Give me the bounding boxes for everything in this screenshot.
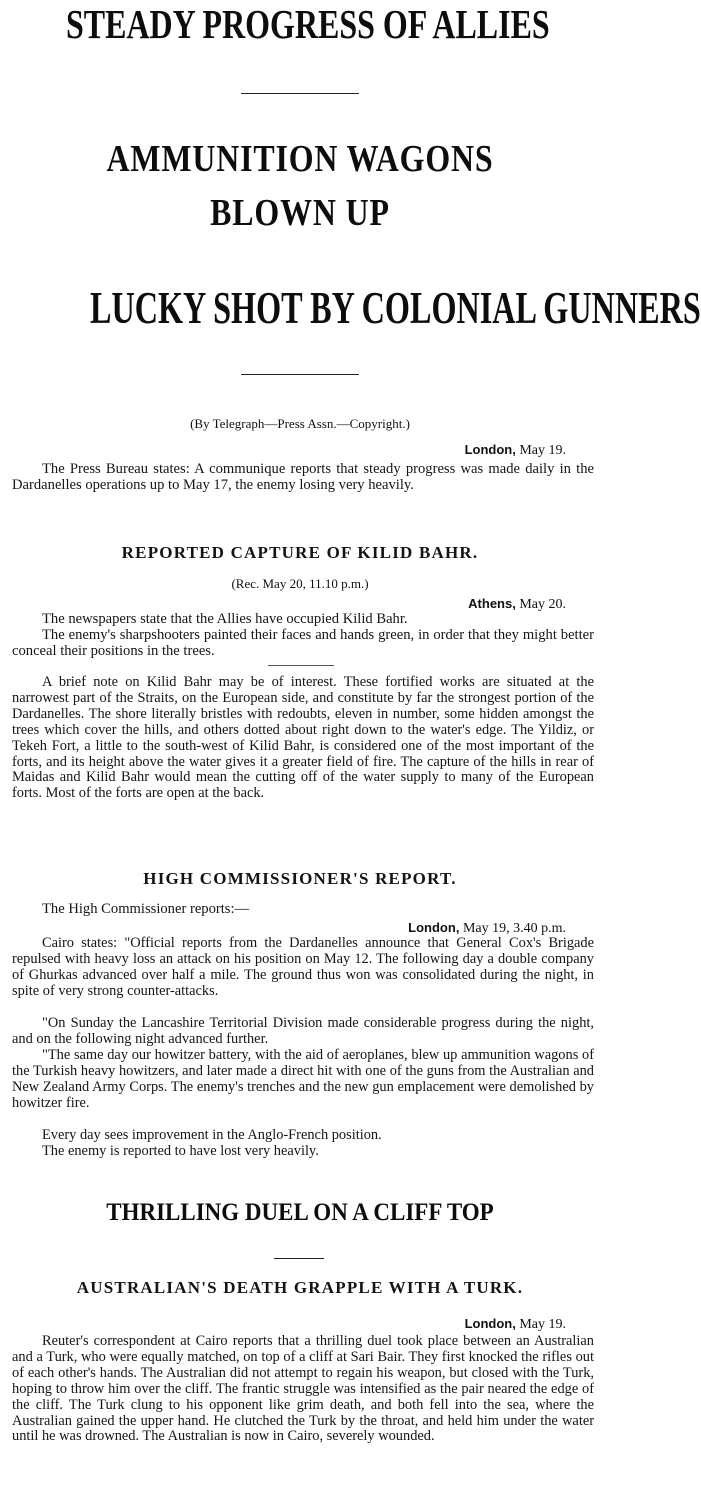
- main-headline: STEADY PROGRESS OF ALLIES: [66, 1, 550, 47]
- story-paragraph: "On Sunday the Lancashire Territorial Division made considerable progress during the night, and on the following night advanced further.: [12, 1015, 594, 1047]
- rule-divider: [268, 665, 334, 666]
- story-paragraph: The newspapers state that the Allies have occupied Kilid Bahr.: [42, 611, 408, 627]
- dateline-place: London,: [464, 1316, 516, 1331]
- second-headline-line2: BLOWN UP: [210, 192, 390, 234]
- story-paragraph: Cairo states: "Official reports from the Dardanelles announce that General Cox's Brigade repulsed with heavy loss an attack on his position on May 12. The following day a double company of Ghurkas advanced over half a mile. The ground thus won was consolidated during the night, in spite of very strong counter-attacks.: [12, 935, 594, 999]
- section-heading: REPORTED CAPTURE OF KILID BAHR.: [121, 543, 479, 562]
- story-paragraph: The Press Bureau states: A communique reports that steady progress was made daily in the Dardanelles operations up to May 17, the enemy losing very heavily.: [12, 461, 594, 494]
- rule-divider: [241, 93, 359, 94]
- story-paragraph: A brief note on Kilid Bahr may be of interest. These fortified works are situated at the narrowest part of the Straits, on the European side, and constitute by far the strongest portion of the Dardanelles. The shore literally bristles with redoubts, eleven in number, some hidden amongst the trees which cover the hills, and others dotted about right down to the water's edge. The Yildiz, or Tekeh Fort, a little to the south-west of Kilid Bahr, is considered one of the most important of the forts, and its height above the water gives it a greater field of fire. The capture of the hills in rear of Maidas and Kilid Bahr would mean the cutting off of the water supply to many of the European forts. Most of the forts are open at the back.: [12, 674, 594, 802]
- story-paragraph: Every day sees improvement in the Anglo-French position.: [42, 1127, 382, 1143]
- story-paragraph: "The same day our howitzer battery, with the aid of aeroplanes, blew up ammunition wagons of the Turkish heavy howitzers, and later made a direct hit with one of the guns from the Australian and New Zealand Army Corps. The enemy's trenches and the new gun emplacement were demolished by howitzer fire.: [12, 1047, 594, 1111]
- dateline: [465, 442, 566, 459]
- rule-divider: [241, 374, 359, 375]
- rule-divider: [274, 1258, 324, 1259]
- third-headline: LUCKY SHOT BY COLONIAL GUNNERS: [90, 282, 701, 333]
- received-note: (Rec. May 20, 11.10 p.m.): [231, 576, 369, 591]
- story-paragraph: Reuter's correspondent at Cairo reports that a thrilling duel took place between an Australian and a Turk, who were equally matched, on top of a cliff at Sari Bair. They first knocked the rifles out of each other's hands. The Australian did not attempt to regain his weapon, but closed with the Turk, hoping to throw him over the cliff. The frantic struggle was intensified as the pair neared the edge of the cliff. The Turk clung to his opponent like grim death, and both fell into the sea, where the Australian gained the upper hand. He clutched the Turk by the throat, and held him under the water until he was drowned. The Australian is now in Cairo, severely wounded.: [12, 1333, 594, 1445]
- section-heading: HIGH COMMISSIONER'S REPORT.: [143, 869, 457, 888]
- dateline-place: Athens,: [468, 596, 516, 611]
- story-paragraph: The enemy's sharpshooters painted their faces and hands green, in order that they might better conceal their positions in the trees.: [12, 627, 594, 660]
- dateline-date: May 19, 3.40 p.m.: [462, 921, 566, 936]
- dateline: [465, 1316, 566, 1333]
- story-headline: THRILLING DUEL ON A CLIFF TOP: [106, 1199, 494, 1226]
- dateline-place: London,: [464, 442, 516, 457]
- dateline-date: May 19.: [519, 443, 566, 458]
- press-credit: (By Telegraph—Press Assn.—Copyright.): [190, 416, 410, 431]
- story-paragraph: The enemy is reported to have lost very heavily.: [42, 1143, 319, 1159]
- dateline-date: May 19.: [519, 1317, 566, 1332]
- story-intro: The High Commissioner reports:—: [42, 901, 250, 917]
- second-headline-line1: AMMUNITION WAGONS: [106, 138, 494, 180]
- dateline-date: May 20.: [519, 597, 566, 612]
- section-heading: AUSTRALIAN'S DEATH GRAPPLE WITH A TURK.: [76, 1278, 524, 1297]
- dateline-place: London,: [408, 920, 460, 935]
